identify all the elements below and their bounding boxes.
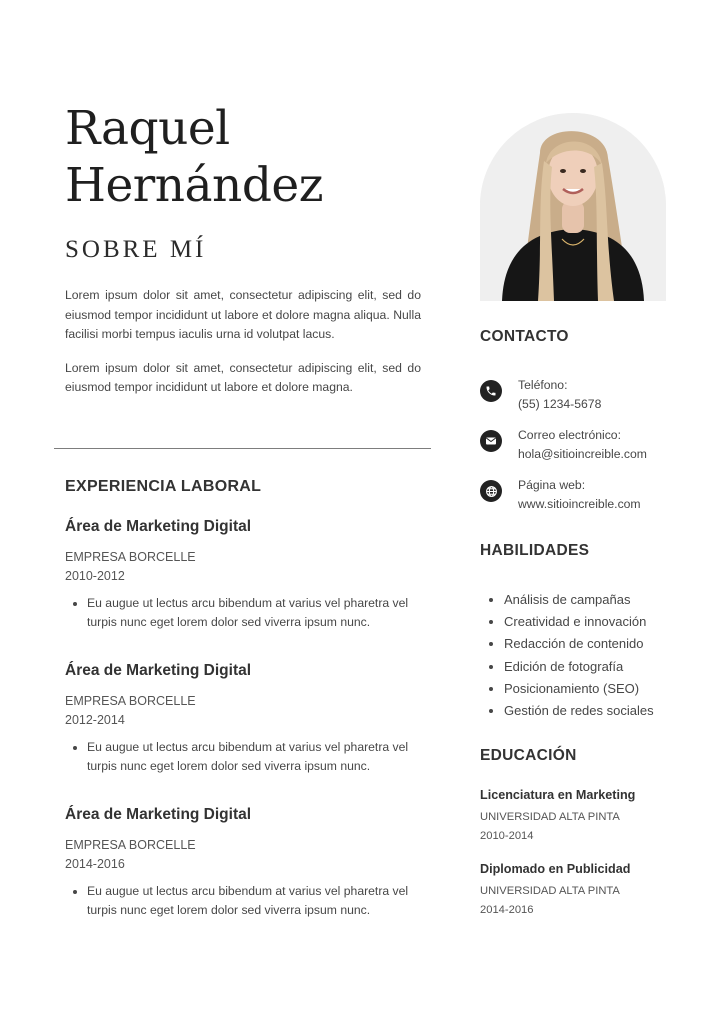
profile-photo xyxy=(480,113,666,301)
skill-item: • Gestión de redes sociales xyxy=(504,700,654,722)
edu-degree: Licenciatura en Marketing xyxy=(480,788,636,802)
phone-icon xyxy=(480,380,502,402)
about-title: SOBRE MÍ xyxy=(65,236,207,263)
contact-email xyxy=(480,426,647,464)
contact-value[interactable]: hola@sitioincreible.com xyxy=(518,447,647,461)
skill-item: • Creatividad e innovación xyxy=(504,611,654,633)
contact-title: CONTACTO xyxy=(480,328,569,345)
edu-years: 2014-2016 xyxy=(480,904,534,916)
contact-label: Correo electrónico: xyxy=(518,428,621,442)
skill-item: • Edición de fotografía xyxy=(504,656,654,678)
contact-label: Teléfono: xyxy=(518,378,568,392)
skills-list xyxy=(480,589,654,722)
job-years: 2012-2014 xyxy=(65,713,125,727)
first-name: Raquel xyxy=(65,101,230,156)
job-title: Área de Marketing Digital xyxy=(65,518,252,535)
header-section xyxy=(65,100,421,412)
skills-title: HABILIDADES xyxy=(480,542,590,559)
contact-value[interactable]: (55) 1234-5678 xyxy=(518,397,602,411)
name-heading xyxy=(65,100,421,214)
job-bullets xyxy=(65,738,421,776)
about-paragraph-1: Lorem ipsum dolor sit amet, consectetur adipiscing elit, sed do eiusmod tempor incididunt ut labore et dolore magna aliqua. Nulla facilisi morbi tempus iaculis urna id volutpat lacus. xyxy=(65,288,421,341)
experience-title: EXPERIENCIA LABORAL xyxy=(65,478,262,495)
job-company: EMPRESA BORCELLE xyxy=(65,694,196,708)
edu-school: UNIVERSIDAD ALTA PINTA xyxy=(480,885,620,897)
education-entry xyxy=(480,862,630,920)
section-divider xyxy=(54,448,431,449)
job-title: Área de Marketing Digital xyxy=(65,662,252,679)
contact-web xyxy=(480,476,641,514)
edu-school: UNIVERSIDAD ALTA PINTA xyxy=(480,811,620,823)
globe-icon xyxy=(480,480,502,502)
edu-years: 2010-2014 xyxy=(480,830,534,842)
job-entry xyxy=(65,518,421,632)
about-paragraph-2: Lorem ipsum dolor sit amet, consectetur adipiscing elit, sed do eiusmod tempor incididunt ut labore et dolore magna. xyxy=(65,360,421,394)
job-bullet: • Eu augue ut lectus arcu bibendum at varius vel pharetra vel turpis nunc eget lorem dolor sed viverra ipsum nunc. xyxy=(87,882,421,920)
last-name: Hernández xyxy=(65,158,323,213)
job-entry xyxy=(65,806,421,920)
job-bullet: • Eu augue ut lectus arcu bibendum at varius vel pharetra vel turpis nunc eget lorem dolor sed viverra ipsum nunc. xyxy=(87,738,421,776)
job-title: Área de Marketing Digital xyxy=(65,806,252,823)
job-years: 2014-2016 xyxy=(65,857,125,871)
job-company: EMPRESA BORCELLE xyxy=(65,550,196,564)
skill-item: • Análisis de campañas xyxy=(504,589,654,611)
education-section xyxy=(480,747,680,765)
skills-section xyxy=(480,542,680,560)
job-bullet: • Eu augue ut lectus arcu bibendum at varius vel pharetra vel turpis nunc eget lorem dolor sed viverra ipsum nunc. xyxy=(87,594,421,632)
job-entry xyxy=(65,662,421,776)
skill-item: • Redacción de contenido xyxy=(504,633,654,655)
job-company: EMPRESA BORCELLE xyxy=(65,838,196,852)
education-entry xyxy=(480,788,635,846)
contact-section xyxy=(480,328,680,346)
contact-phone xyxy=(480,376,601,414)
experience-section xyxy=(65,478,421,920)
edu-degree: Diplomado en Publicidad xyxy=(480,862,631,876)
contact-label: Página web: xyxy=(518,478,586,492)
portrait-illustration xyxy=(480,113,666,301)
email-icon xyxy=(480,430,502,452)
job-years: 2010-2012 xyxy=(65,569,125,583)
job-bullets xyxy=(65,882,421,920)
education-title: EDUCACIÓN xyxy=(480,747,577,764)
job-bullets xyxy=(65,594,421,632)
contact-value[interactable]: www.sitioincreible.com xyxy=(518,497,641,511)
skill-item: • Posicionamiento (SEO) xyxy=(504,678,654,700)
